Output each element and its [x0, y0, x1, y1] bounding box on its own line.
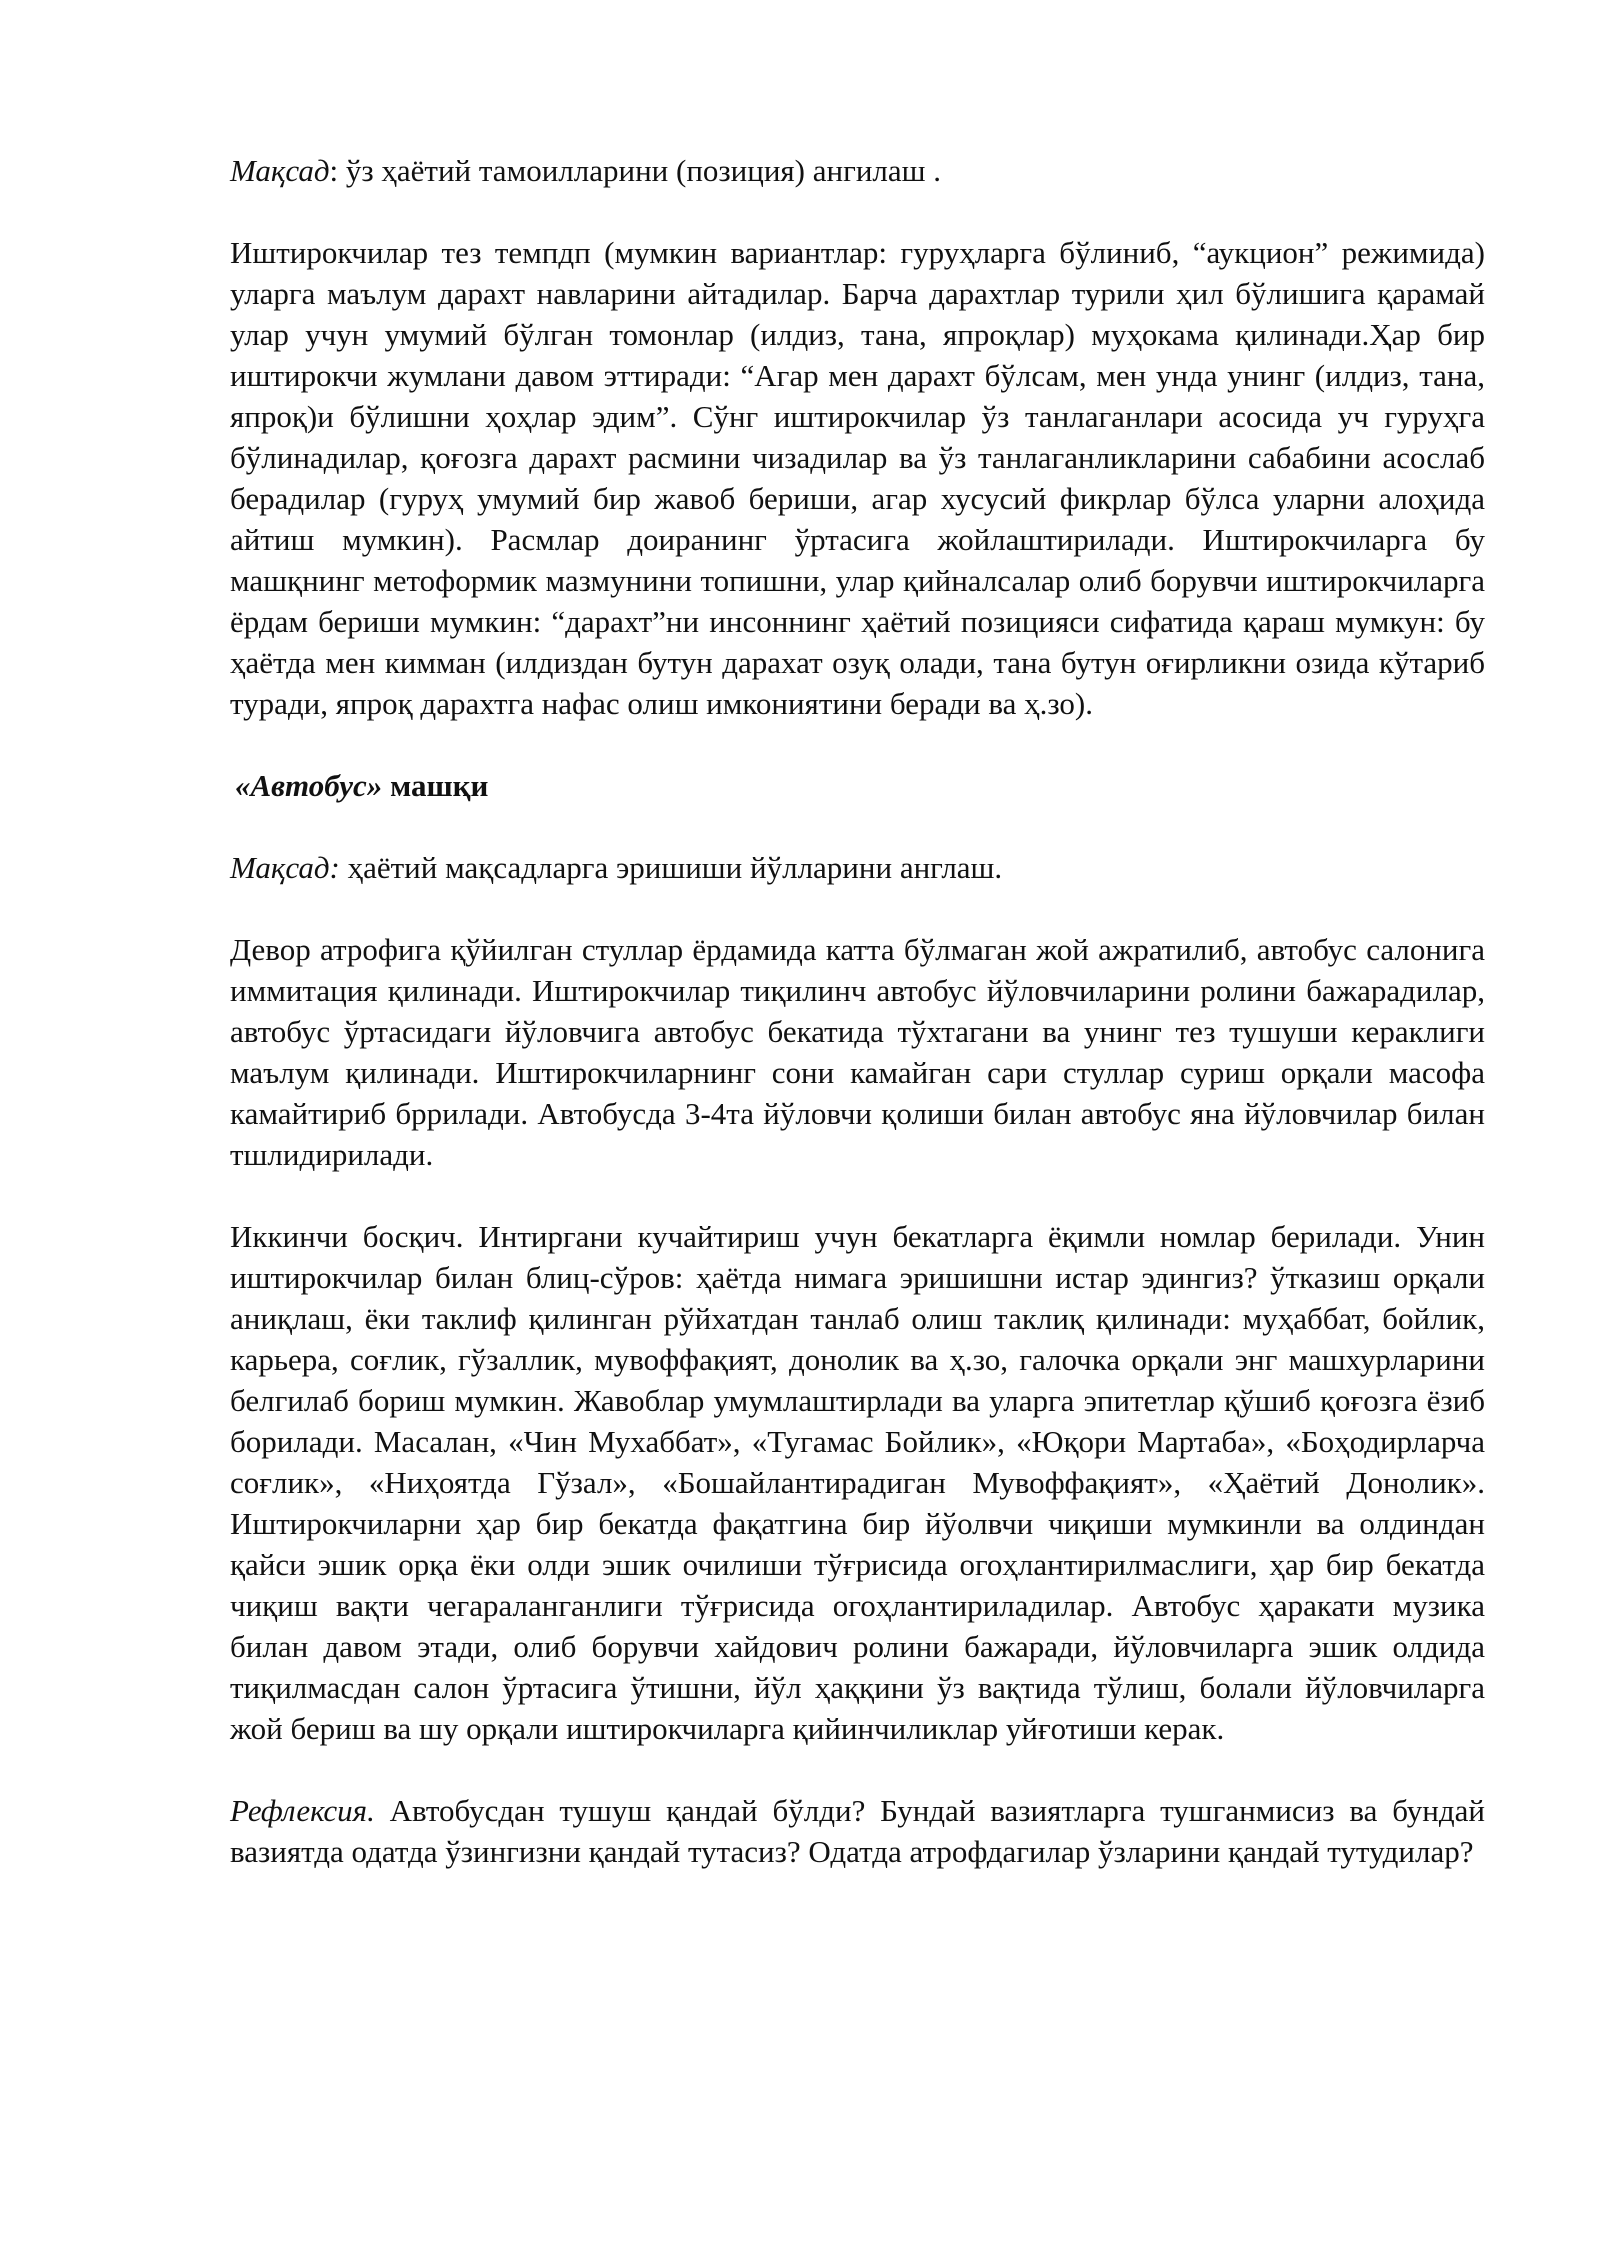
- bus-setup-paragraph: Девор атрофига қўйилган стуллар ёрдамида катта бўлмаган жой ажратилиб, автобус салонига иммитация қилинади. Иштирокчилар тиқилинч автобус йўловчиларини ролини бажарадилар, автобус ўртасидаги йўловчига автобус бекатида тўхтагани ва унинг тез тушуши кераклиги маълум қилинади. Иштирокчиларнинг сони камайган сари стуллар суриш орқали масофа камайтириб бррилади. Автобусда 3-4та йўловчи қолиши билан автобус яна йўловчилар билан тшлидирилади.: [230, 932, 1485, 1172]
- goal-paragraph-2: [230, 847, 1485, 888]
- document-page: [230, 150, 1485, 1872]
- second-stage-paragraph: Иккинчи босқич. Интиргани кучайтириш учун бекатларга ёқимли номлар берилади. Унин иштирокчилар билан блиц-сўров: ҳаётда нимага эришишни истар эдингиз? ўтказиш орқали аниқлаш, ёки таклиф қилинган рўйхатдан танлаб олиш таклиқ қилинади: муҳаббат, бойлик, карьера, соғлик, гўзаллик, мувоффақият, донолик ва ҳ.зо, галочка орқали энг машхурларини белгилаб бориш мумкин. Жавоблар умумлаштирлади ва уларга эпитетлар қўшиб қоғозга ёзиб борилади. Масалан, «Чин Мухаббат», «Тугамас Бойлик», «Юқори Мартаба», «Боҳодирларча соғлик», «Ниҳоятда Гўзал», «Бошайлантирадиган Мувоффақият», «Ҳаётий Донолик». Иштирокчиларни ҳар бир бекатда фақатгина бир йўолвчи чиқиши мумкинли ва олдиндан қайси эшик орқа ёки олди эшик очилиши тўғрисида огоҳлантирилмаслиги, ҳар бир бекатда чиқиш вақти чегараланганлиги тўғрисида огоҳлантириладилар. Автобус ҳаракати музика билан давом этади, олиб борувчи хайдович ролини бажаради, йўловчиларга эшик олдида тиқилмасдан салон ўртасига ўтишни, йўл ҳаққини ўз вақтида тўлиш, болали йўловчиларга жой бериш ва шу орқали иштирокчиларга қийинчиликлар уйғотиши керак.: [230, 1219, 1485, 1746]
- section-heading-suffix: машқи: [382, 768, 489, 803]
- tree-exercise-paragraph: Иштирокчилар тез темпдп (мумкин вариантлар: гуруҳларга бўлиниб, “аукцион” режимида) уларга маълум дарахт навларини айтадилар. Барча дарахтлар турили ҳил бўлишига қарамай улар учун умумий бўлган томонлар (илдиз, тана, япроқлар) муҳокама қилинади.Ҳар бир иштирокчи жумлани давом эттиради: “Агар мен дарахт бўлсам, мен унда унинг (илдиз, тана, япроқ)и бўлишни ҳоҳлар эдим”. Сўнг иштирокчилар ўз танлаганлари асосида уч гуруҳга бўлинадилар, қоғозга дарахт расмини чизадилар ва ўз танлаганликларини сабабини асослаб берадилар (гуруҳ умумий бир жавоб бериши, агар хусусий фикрлар бўлса уларни алоҳида айтиш мумкин). Расмлар доиранинг ўртасига жойлаштирилади. Иштирокчиларга бу машқнинг метоформик мазмунини топишни, улар қийналсалар олиб борувчи иштирокчиларга ёрдам бериши мумкин: “дарахт”ни инсоннинг ҳаётий позицияси сифатида қараш мумкун: бу ҳаётда мен кимман (илдиздан бутун дарахат озуқ олади, тана бутун оғирликни озида кўтариб туради, япроқ дарахтга нафас олиш имкониятини беради ва ҳ.зо).: [230, 235, 1485, 721]
- reflection-label: Рефлексия.: [230, 1793, 375, 1828]
- goal-label: Мақсад:: [230, 850, 340, 885]
- reflection-text: Автобусдан тушуш қандай бўлди? Бундай вазиятларга тушганмисиз ва бундай вазиятда одатда ўзингизни қандай тутасиз? Одатда атрофдагилар ўзларини қандай тутудилар?: [230, 1793, 1485, 1869]
- goal-text: ҳаётий мақсадларга эришиши йўлларини англаш.: [339, 850, 1003, 885]
- goal-text: : ўз ҳаётий тамоилларини (позиция) ангилаш .: [329, 153, 942, 188]
- reflection-paragraph: [230, 1790, 1485, 1872]
- goal-label: Мақсад: [230, 153, 330, 188]
- goal-paragraph-1: [230, 150, 1485, 191]
- section-heading: [230, 765, 1485, 806]
- section-heading-title: «Автобус»: [235, 768, 383, 803]
